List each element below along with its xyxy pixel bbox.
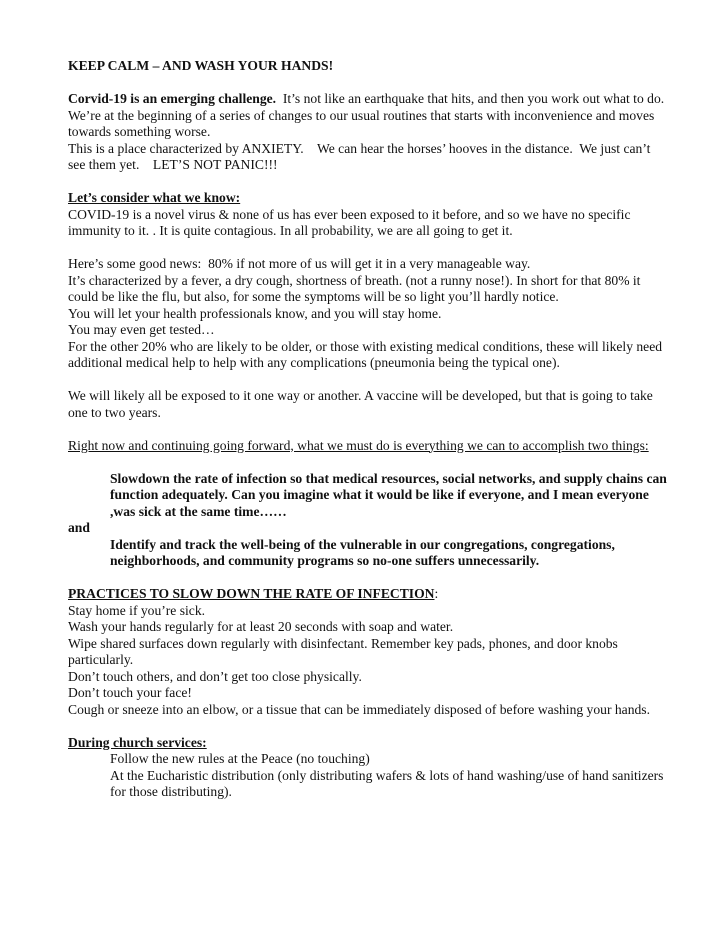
know-text: COVID-19 is a novel virus & none of us has ever been exposed to it before, and so we have no specific immunity to it. . It is quite contagious. In all probability, we are all going to get it. <box>68 206 631 238</box>
practice-item: Wash your hands regularly for at least 20 seconds with soap and water. <box>68 619 454 634</box>
document-title: KEEP CALM – AND WASH YOUR HANDS! <box>68 58 334 73</box>
church-heading: During church services: <box>68 734 207 750</box>
practice-item: Don’t touch your face! <box>68 685 192 700</box>
church-item: At the Eucharistic distribution (only distributing wafers & lots of hand washing/use of hand sanitizers for those distributing). <box>110 767 664 799</box>
intro-bold-lead: Corvid-19 is an emerging challenge. <box>68 91 277 106</box>
practice-item: Stay home if you’re sick. <box>68 602 206 618</box>
document-page <box>68 58 668 801</box>
practice-item: Cough or sneeze into an elbow, or a tissue that can be immediately disposed of before washing your hands. <box>68 701 650 717</box>
news-line: You will let your health professionals know, and you will stay home. <box>68 305 442 321</box>
practice-item: Don’t touch others, and don’t get too close physically. <box>68 668 362 684</box>
exposure-text: We will likely all be exposed to it one way or another. A vaccine will be developed, but that is going to take one to two years. <box>68 388 653 420</box>
practices-heading-colon: : <box>434 586 439 601</box>
intro-paragraph <box>68 91 668 141</box>
practices-heading: PRACTICES TO SLOW DOWN THE RATE OF INFECTION <box>68 586 435 601</box>
church-item: Follow the new rules at the Peace (no touching) <box>110 751 370 766</box>
practices-heading-line <box>68 586 668 603</box>
goals-and-connector: and <box>68 520 90 535</box>
news-line: It’s characterized by a fever, a dry cough, shortness of breath. (not a runny nose!). In short for that 80% it could be like the flu, but also, for some the symptoms will be so light you’ll hardly notice. <box>68 272 641 304</box>
know-heading: Let’s consider what we know: <box>68 190 241 205</box>
goals-intro: Right now and continuing going forward, what we must do is everything we can to accomplish two things: <box>68 437 649 453</box>
news-line: You may even get tested… <box>68 322 215 337</box>
news-line: For the other 20% who are likely to be older, or those with existing medical conditions, these will likely need additional medical help to help with any complications (pneumonia being the typical one). <box>68 338 663 370</box>
intro-text: It’s not like an earthquake that hits, and then you work out what to do. We’re at the beginning of a series of changes to our usual routines that starts with inconvenience and moves towards something worse. <box>68 91 668 139</box>
practice-item: Wipe shared surfaces down regularly with disinfectant. Remember key pads, phones, and door knobs particularly. <box>68 635 618 667</box>
intro-anxiety-line: This is a place characterized by ANXIETY. We can hear the horses’ hooves in the distance. We just can’t see them yet. LET’S NOT PANIC!!! <box>68 140 654 172</box>
goal-slowdown: Slowdown the rate of infection so that medical resources, social networks, and supply chains can function adequately. Can you imagine what it would be like if everyone, and I mean everyone ,was sick at the same time…… <box>110 470 667 519</box>
news-line: Here’s some good news: 80% if not more of us will get it in a very manageable way. <box>68 256 531 271</box>
goal-identify: Identify and track the well-being of the vulnerable in our congregations, congregations, neighborhoods, and community programs so no-one suffers unnecessarily. <box>110 536 615 568</box>
